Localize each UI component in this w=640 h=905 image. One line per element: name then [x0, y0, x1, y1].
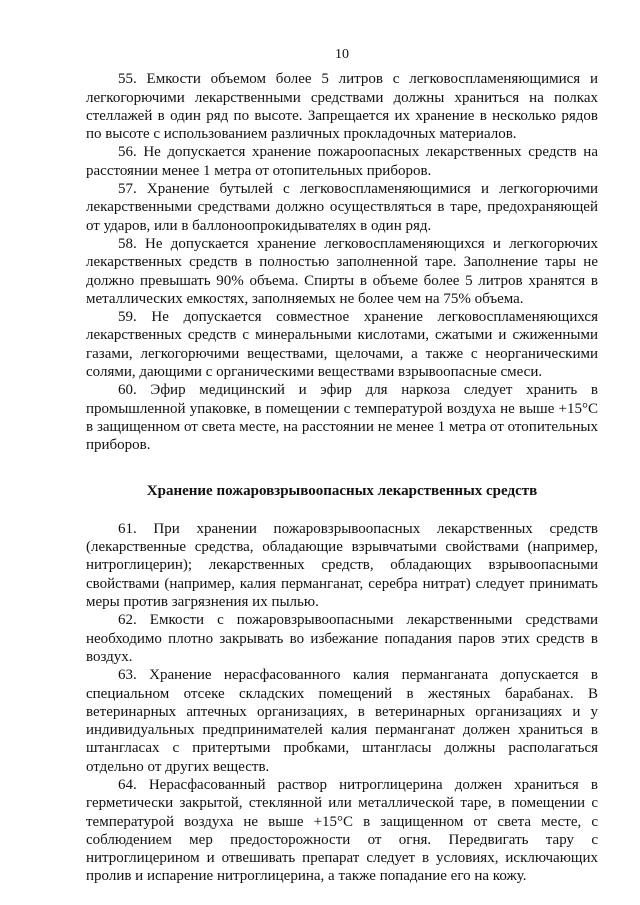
- paragraph-59: 59. Не допускается совместное хранение легковоспламеняющихся лекарственных средств с минеральными кислотами, сжатыми и сжиженными газами, легкогорючими веществами, щелочами, а также с неорганическими солями, дающими с органическими веществами взрывоопасные смеси.: [86, 309, 598, 381]
- paragraph-57: 57. Хранение бутылей с легковоспламеняющимися и легкогорючими лекарственными средствами должно осуществляться в таре, предохраняющей от ударов, или в баллоноопрокидывателях в один ряд.: [86, 181, 598, 234]
- paragraph-64: 64. Нерасфасованный раствор нитроглицерина должен храниться в герметически закрытой, стеклянной или металлической таре, в помещении с температурой воздуха не выше +15°С в защищенном от света месте, с соблюдением мер предосторожности от огня. Передвигать тару с нитроглицерином и отвешивать препарат следует в условиях, исключающих пролив и испарение нитроглицерина, а также попадание его на кожу.: [86, 776, 598, 885]
- paragraph-62: 62. Емкости с пожаровзрывоопасными лекарственными средствами необходимо плотно закрывать во избежание попадания паров этих средств в воздух.: [86, 612, 598, 665]
- paragraph-61: 61. При хранении пожаровзрывоопасных лекарственных средств (лекарственные средства, обладающие взрывчатыми свойствами (например, нитроглицерин); лекарственных средств, обладающих взрывоопасными свойствами (например, калия перманганат, серебра нитрат) следует принимать меры против загрязнения их пылью.: [86, 520, 598, 611]
- paragraph-55: 55. Емкости объемом более 5 литров с легковоспламеняющимися и легкогорючими лекарственными средствами должны храниться на полках стеллажей в один ряд по высоте. Запрещается их хранение в несколько рядов по высоте с использованием различных прокладочных материалов.: [86, 71, 598, 143]
- paragraph-63: 63. Хранение нерасфасованного калия перманганата допускается в специальном отсеке складских помещений в жестяных барабанах. В ветеринарных аптечных организациях, в ветеринарных организациях и у индивидуальных предпринимателей калия перманганат должен храниться в штангласах с притертыми пробками, штангласы должны располагаться отдельно от других веществ.: [86, 667, 598, 775]
- paragraph-56: 56. Не допускается хранение пожароопасных лекарственных средств на расстоянии менее 1 метра от отопительных приборов.: [86, 144, 598, 179]
- paragraph-58: 58. Не допускается хранение легковоспламеняющихся и легкогорючих лекарственных средств в полностью заполненной таре. Заполнение тары не должно превышать 90% объема. Спирты в объеме более 5 литров хранятся в металлических емкостях, заполняемых не более чем на 75% объема.: [86, 235, 598, 307]
- section-heading: Хранение пожаровзрывоопасных лекарственных средств: [146, 482, 538, 499]
- paragraph-60: 60. Эфир медицинский и эфир для наркоза следует хранить в промышленной упаковке, в помещении с температурой воздуха не выше +15°С в защищенном от света месте, на расстоянии не менее 1 метра от отопительных приборов.: [86, 382, 598, 454]
- page-number: 10: [335, 47, 349, 62]
